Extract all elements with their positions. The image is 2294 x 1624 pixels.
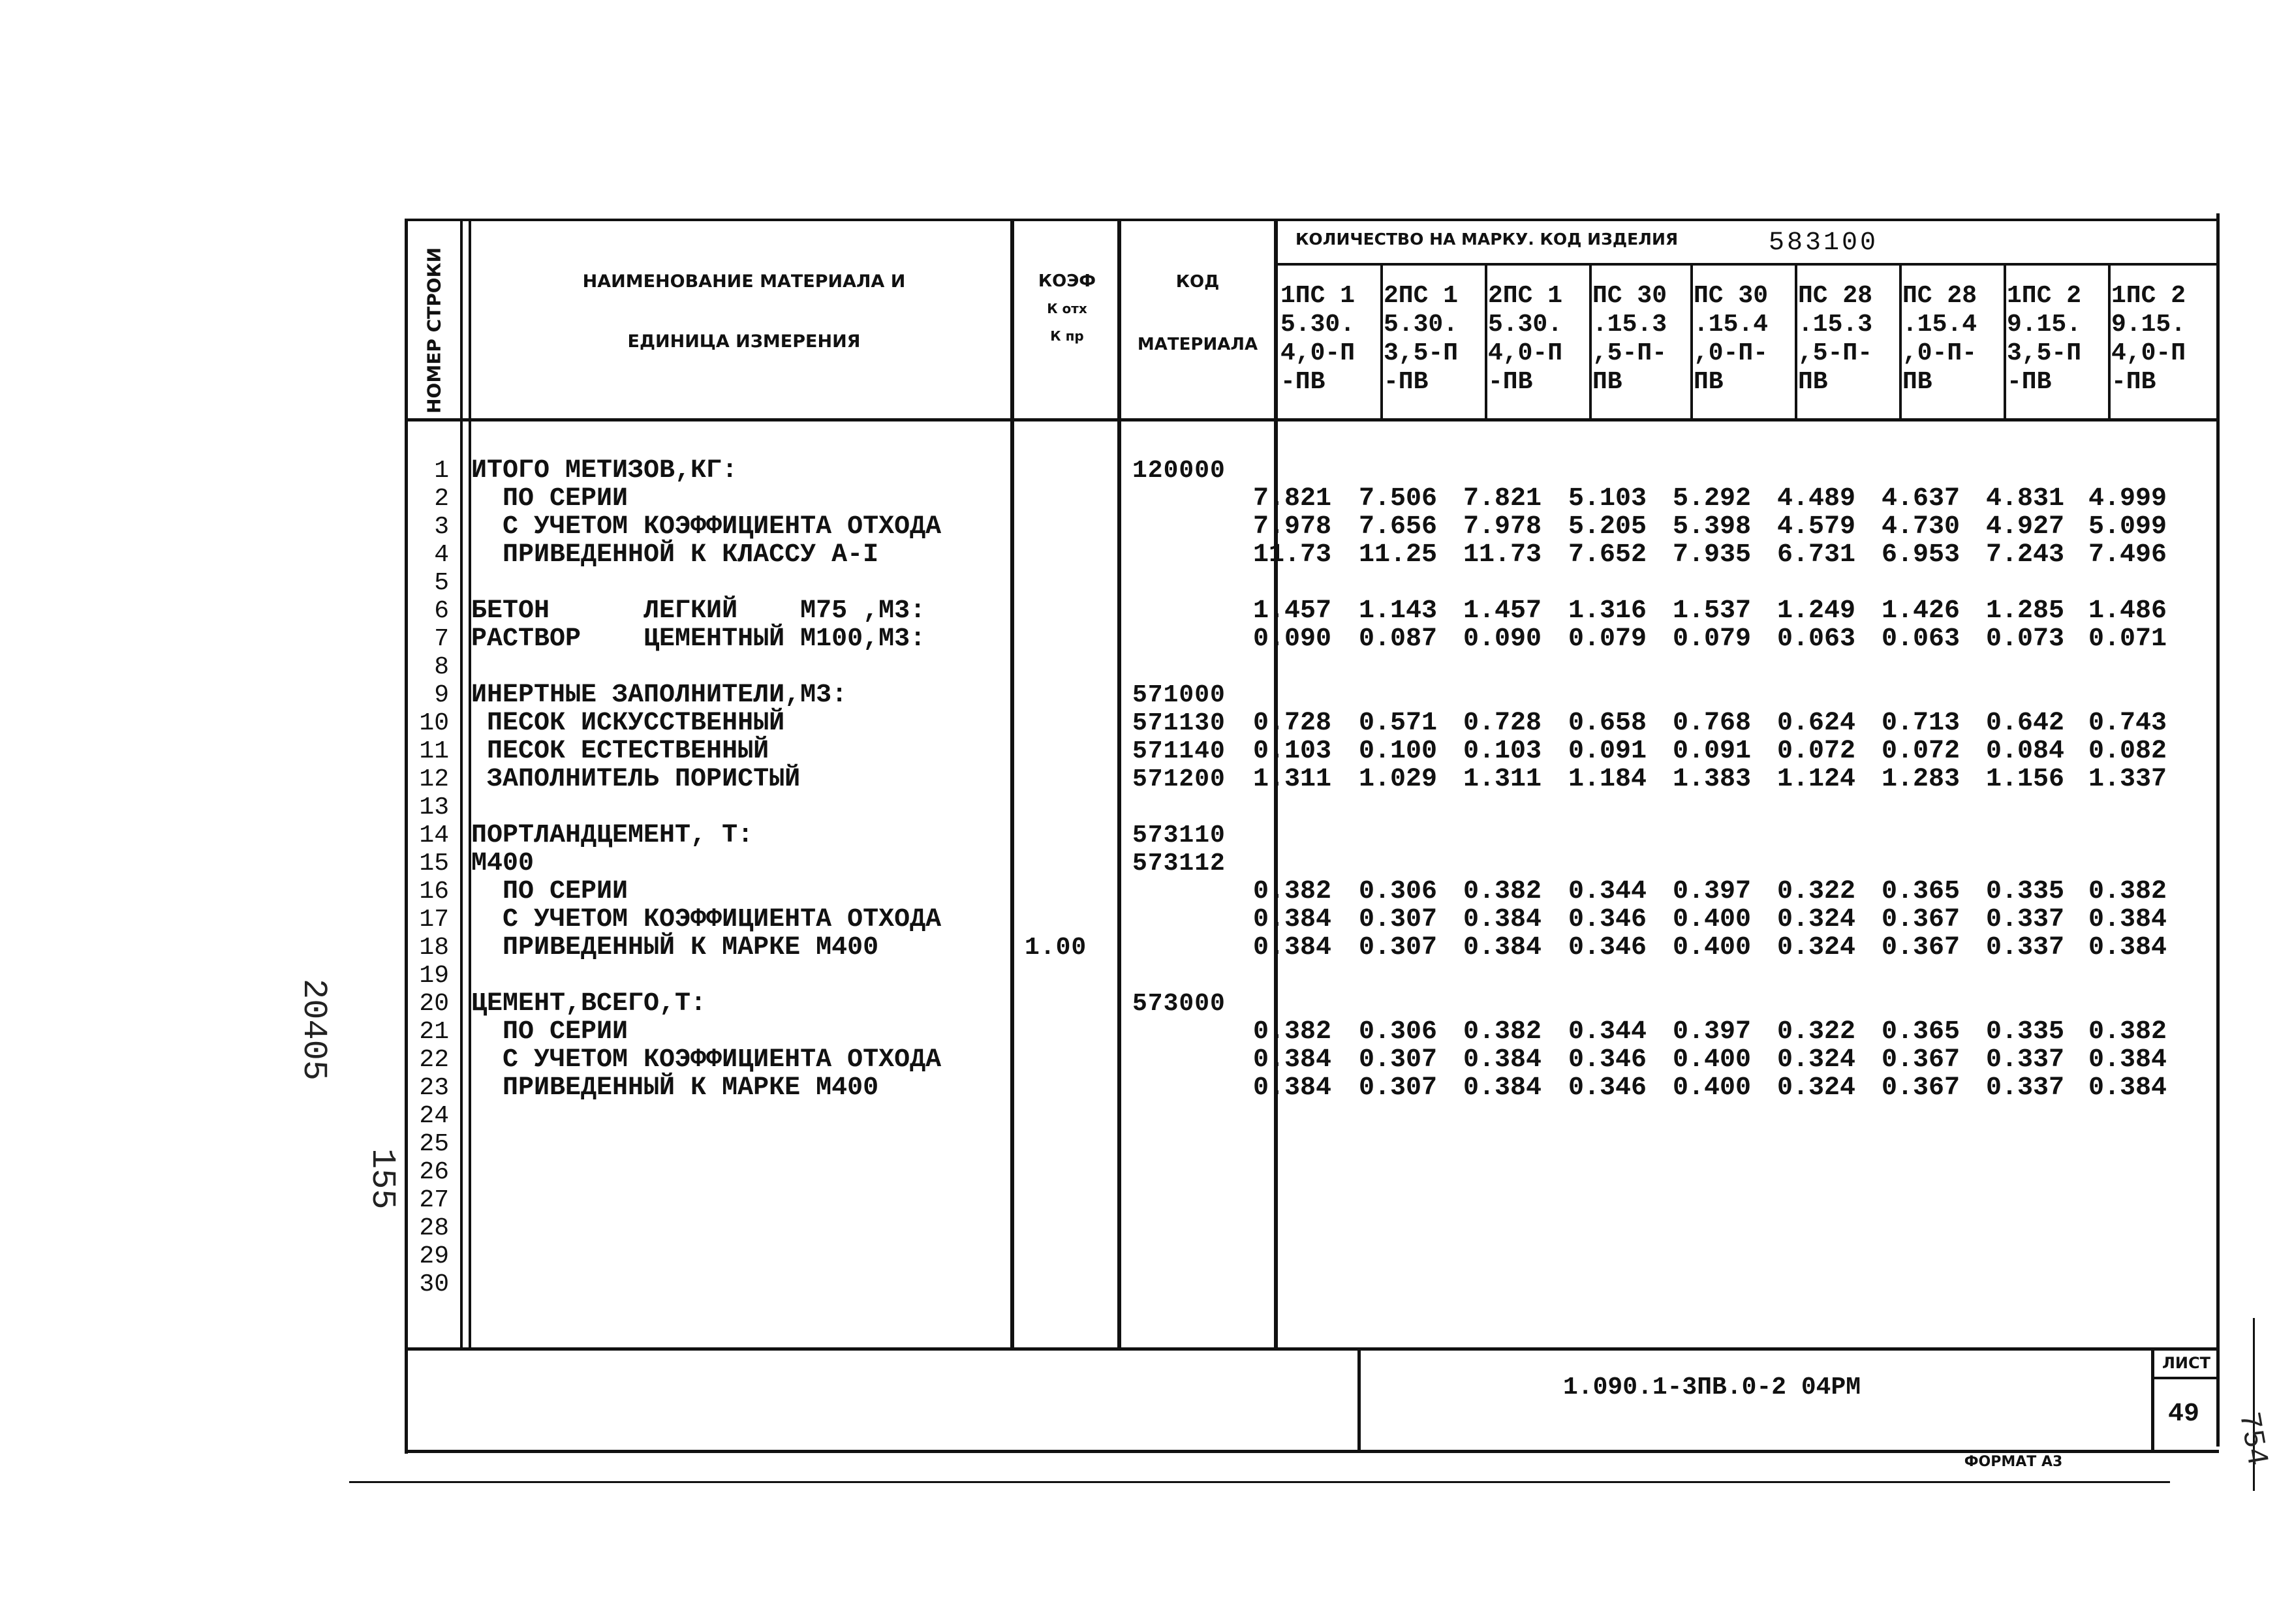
product-col-sep-5 [1795,263,1797,418]
row-number: 12 [419,765,449,793]
quantity-value: 0.624 [1776,709,1855,738]
quantity-value: 0.384 [1463,905,1542,934]
product-column-header [1384,282,1458,397]
quantity-value: 0.307 [1358,905,1437,934]
quantity-value: 0.400 [1672,1045,1751,1075]
frame-bottom-line [405,1450,2219,1453]
material-code: 571200 [1132,765,1226,793]
product-column-header-line: ПС 30 [1694,282,1769,310]
quantity-value: 1.457 [1252,596,1331,626]
quantity-value: 1.311 [1252,765,1331,794]
quantity-value: 1.156 [1985,765,2064,794]
material-name: ПО СЕРИИ [471,877,628,906]
quantity-value: 7.496 [2088,540,2167,570]
material-code: 120000 [1132,457,1226,485]
quantity-value: 0.384 [1252,933,1331,962]
quantity-value: 4.831 [1985,484,2064,513]
quantity-value: 0.400 [1672,1073,1751,1103]
quantity-value: 0.307 [1358,1045,1437,1075]
frame-top-line [405,219,2219,221]
row-number-header: НОМЕР СТРОКИ [423,247,445,414]
quantity-value: 0.344 [1568,1017,1647,1047]
product-column-header [1592,282,1667,397]
margin-note-right: 754 [2231,1409,2274,1469]
product-column-header-line: 3,5-П [1384,339,1459,367]
quantity-value: 0.324 [1776,1045,1855,1075]
quantity-value: 1.537 [1672,596,1751,626]
product-column-header [1694,282,1768,397]
row-number: 27 [419,1186,449,1214]
quantity-value: 7.656 [1358,512,1437,542]
product-column-header-line: ПВ [1798,368,1828,396]
product-column-header-line: -ПВ [1488,368,1533,396]
quantity-value: 0.382 [1252,877,1331,906]
material-name: ИТОГО МЕТИЗОВ,КГ: [471,456,738,485]
quantity-value: 0.743 [2088,709,2167,738]
material-name: РАСТВОР ЦЕМЕНТНЫЙ М100,М3: [471,624,926,654]
quantity-value: 1.285 [1985,596,2064,626]
material-name: ПЕСОК ИСКУССТВЕННЫЙ [471,709,785,738]
quantity-value: 0.713 [1881,709,1960,738]
quantity-value: 5.099 [2088,512,2167,542]
quantity-value: 0.103 [1252,737,1331,766]
product-col-sep-4 [1690,263,1693,418]
quantity-value: 0.728 [1252,709,1331,738]
product-column-header-line: 5.30. [1488,311,1563,339]
footer-sheet-line [2151,1377,2219,1379]
row-number: 24 [419,1102,449,1130]
row-number: 21 [419,1018,449,1046]
product-column-header-line: 5.30. [1384,311,1459,339]
row-number: 20 [419,990,449,1018]
quantity-value: 0.400 [1672,933,1751,962]
material-name-header: НАИМЕНОВАНИЕ МАТЕРИАЛА И ЕДИНИЦА ИЗМЕРЕНИЯ [582,271,906,352]
quantity-value: 6.953 [1881,540,1960,570]
quantity-value: 0.365 [1881,877,1960,906]
quantity-value: 0.346 [1568,905,1647,934]
quantity-value: 0.367 [1881,1073,1960,1103]
quantity-value: 0.367 [1881,1045,1960,1075]
header-bottom-line [405,418,2219,421]
row-number: 28 [419,1214,449,1242]
document-code: 1.090.1-3ПВ.0-2 04РМ [1563,1373,1861,1402]
product-column-header-line: ,5-П- [1592,339,1667,367]
coefficient-value: 1.00 [1025,934,1087,962]
product-column-header-line: 9.15. [2007,311,2082,339]
row-number: 6 [434,597,449,625]
quantity-value: 0.346 [1568,933,1647,962]
material-name: ПОРТЛАНДЦЕМЕНТ, Т: [471,821,754,850]
col-sep-coef [1117,219,1121,1347]
quantity-value: 0.307 [1358,1073,1437,1103]
product-column-header-line: .15.3 [1592,311,1667,339]
quantity-value: 0.063 [1776,624,1855,654]
product-column-header-line: 9.15. [2111,311,2186,339]
row-number: 8 [434,653,449,681]
quantity-value: 0.337 [1985,905,2064,934]
product-column-header [1280,282,1355,397]
row-number: 30 [419,1270,449,1298]
material-name: М400 [471,849,535,878]
quantity-value: 0.346 [1568,1073,1647,1103]
col-sep-name [1010,219,1014,1347]
quantity-value: 4.579 [1776,512,1855,542]
quantity-value: 0.335 [1985,877,2064,906]
margin-note-page: 155 [363,1148,401,1210]
material-code-header: КОД МАТЕРИАЛА [1137,272,1258,354]
material-code: 573112 [1132,850,1226,878]
row-number: 19 [419,962,449,990]
quantity-value: 1.316 [1568,596,1647,626]
quantity-value: 0.384 [1463,1073,1542,1103]
row-number: 2 [434,485,449,513]
quantity-value: 0.084 [1985,737,2064,766]
product-column-header-line: -ПВ [1280,368,1325,396]
material-name: БЕТОН ЛЕГКИЙ М75 ,М3: [471,596,926,626]
quantity-value: 0.384 [2088,905,2167,934]
quantity-value: 0.307 [1358,933,1437,962]
quantity-value: 0.103 [1463,737,1542,766]
row-number: 13 [419,793,449,821]
row-number: 9 [434,681,449,709]
quantity-value: 0.642 [1985,709,2064,738]
quantity-value: 1.249 [1776,596,1855,626]
material-name: ЦЕМЕНТ,ВСЕГО,Т: [471,989,707,1019]
quantity-value: 1.383 [1672,765,1751,794]
quantity-value: 0.090 [1463,624,1542,654]
quantity-value: 1.311 [1463,765,1542,794]
product-column-header-line: -ПВ [1384,368,1429,396]
product-col-sep-2 [1485,263,1487,418]
quantity-value: 0.335 [1985,1017,2064,1047]
quantity-value: 7.506 [1358,484,1437,513]
quantity-value: 0.100 [1358,737,1437,766]
quantity-value: 0.337 [1985,1073,2064,1103]
qty-subheader-line [1274,263,2218,266]
quantity-value: 1.457 [1463,596,1542,626]
quantity-value: 1.029 [1358,765,1437,794]
row-number: 11 [419,737,449,765]
sheet-number: 49 [2168,1400,2200,1429]
material-name: ЗАПОЛНИТЕЛЬ ПОРИСТЫЙ [471,765,801,794]
quantity-value: 0.571 [1358,709,1437,738]
quantity-value: 0.337 [1985,1045,2064,1075]
product-column-header [1902,282,1977,397]
quantity-value: 0.658 [1568,709,1647,738]
row-number: 23 [419,1074,449,1102]
format-label: ФОРМАТ А3 [1964,1454,2063,1470]
quantity-value: 0.728 [1463,709,1542,738]
product-column-header-line: -ПВ [2007,368,2052,396]
product-column-header-line: ПВ [1592,368,1622,396]
quantity-value: 0.337 [1985,933,2064,962]
quantity-value: 7.935 [1672,540,1751,570]
quantity-value: 4.927 [1985,512,2064,542]
quantity-value: 0.324 [1776,933,1855,962]
product-column-header-line: ПС 28 [1798,282,1873,310]
row-number: 15 [419,850,449,878]
product-column-header-line: .15.3 [1798,311,1873,339]
product-col-sep-3 [1589,263,1592,418]
quantity-value: 7.978 [1252,512,1331,542]
quantity-value: 0.384 [2088,1045,2167,1075]
product-column-header-line: 1ПС 2 [2111,282,2186,310]
product-column-header-line: 3,5-П [2007,339,2082,367]
product-column-header-line: 1ПС 1 [1280,282,1356,310]
quantity-value: 11.73 [1463,540,1542,570]
quantity-value: 7.821 [1252,484,1331,513]
product-column-header-line: 2ПС 1 [1384,282,1459,310]
quantity-value: 0.384 [1252,1073,1331,1103]
quantity-value: 0.073 [1985,624,2064,654]
product-column-header-line: -ПВ [2111,368,2156,396]
product-code: 583100 [1769,228,1879,258]
material-name: ПРИВЕДЕННЫЙ К МАРКЕ М400 [471,1073,879,1103]
quantity-value: 0.365 [1881,1017,1960,1047]
quantity-value: 11.73 [1252,540,1331,570]
quantity-value: 6.731 [1776,540,1855,570]
quantity-value: 4.489 [1776,484,1855,513]
product-column-header-line: 4,0-П [2111,339,2186,367]
quantity-value: 0.324 [1776,1073,1855,1103]
material-name: ПО СЕРИИ [471,484,628,513]
product-column-header-line: 4,0-П [1488,339,1563,367]
sheet-label: ЛИСТ [2162,1354,2210,1372]
product-column-header-line: ПВ [1694,368,1724,396]
quantity-value: 0.346 [1568,1045,1647,1075]
page-baseline [349,1481,2170,1483]
product-column-header [2111,282,2186,397]
product-column-header-line: .15.4 [1694,311,1769,339]
quantity-value: 0.079 [1672,624,1751,654]
quantity-value: 5.103 [1568,484,1647,513]
quantity-value: 0.090 [1252,624,1331,654]
product-column-header-line: ПС 28 [1902,282,1977,310]
quantity-value: 1.337 [2088,765,2167,794]
quantity-value: 0.091 [1568,737,1647,766]
product-column-header-line: 4,0-П [1280,339,1356,367]
quantity-value: 0.768 [1672,709,1751,738]
material-code: 573110 [1132,821,1226,850]
quantity-value: 0.306 [1358,1017,1437,1047]
quantity-value: 0.072 [1776,737,1855,766]
quantity-value: 7.821 [1463,484,1542,513]
quantity-value: 0.384 [1463,933,1542,962]
quantity-value: 7.978 [1463,512,1542,542]
row-number: 1 [434,457,449,485]
quantity-header: КОЛИЧЕСТВО НА МАРКУ. КОД ИЗДЕЛИЯ [1295,230,1679,249]
material-name: ПРИВЕДЕННЫЙ К МАРКЕ М400 [471,933,879,962]
material-name: ПРИВЕДЕННОЙ К КЛАССУ А-I [471,540,879,570]
material-code: 571140 [1132,737,1226,765]
quantity-value: 1.283 [1881,765,1960,794]
quantity-value: 0.072 [1881,737,1960,766]
quantity-value: 0.322 [1776,1017,1855,1047]
row-number: 10 [419,709,449,737]
quantity-value: 11.25 [1358,540,1437,570]
material-name: ПЕСОК ЕСТЕСТВЕННЫЙ [471,737,769,766]
material-name: С УЧЕТОМ КОЭФФИЦИЕНТА ОТХОДА [471,905,942,934]
quantity-value: 0.071 [2088,624,2167,654]
footer-sep-1 [1357,1347,1361,1452]
product-column-header-line: ПС 30 [1592,282,1667,310]
quantity-value: 4.730 [1881,512,1960,542]
quantity-value: 0.382 [1252,1017,1331,1047]
material-code: 571130 [1132,709,1226,737]
quantity-value: 0.384 [2088,933,2167,962]
quantity-value: 0.382 [1463,877,1542,906]
product-column-header [1488,282,1562,397]
quantity-value: 0.344 [1568,877,1647,906]
quantity-value: 7.652 [1568,540,1647,570]
row-number: 17 [419,906,449,934]
quantity-value: 0.322 [1776,877,1855,906]
product-column-header-line: .15.4 [1902,311,1977,339]
frame-right-line [2216,213,2220,1447]
row-number: 29 [419,1242,449,1270]
row-number: 4 [434,541,449,569]
product-column-header-line: ,0-П- [1902,339,1977,367]
product-col-sep-1 [1380,263,1383,418]
product-column-header-line: 1ПС 2 [2007,282,2082,310]
quantity-value: 5.205 [1568,512,1647,542]
quantity-value: 0.306 [1358,877,1437,906]
row-number: 22 [419,1046,449,1074]
quantity-value: 0.082 [2088,737,2167,766]
material-name: ПО СЕРИИ [471,1017,628,1047]
quantity-value: 0.384 [1252,905,1331,934]
quantity-value: 0.087 [1358,624,1437,654]
product-column-header-line: ,5-П- [1798,339,1873,367]
quantity-value: 0.382 [2088,1017,2167,1047]
quantity-value: 1.426 [1881,596,1960,626]
col-sep-rownum [460,219,463,1347]
quantity-value: 0.367 [1881,905,1960,934]
quantity-value: 0.324 [1776,905,1855,934]
quantity-value: 0.367 [1881,933,1960,962]
quantity-value: 0.397 [1672,877,1751,906]
product-column-header-line: 2ПС 1 [1488,282,1563,310]
quantity-value: 1.143 [1358,596,1437,626]
row-number: 25 [419,1130,449,1158]
quantity-value: 0.382 [2088,877,2167,906]
row-number: 18 [419,934,449,962]
quantity-value: 0.400 [1672,905,1751,934]
material-name: С УЧЕТОМ КОЭФФИЦИЕНТА ОТХОДА [471,1045,942,1075]
material-code: 573000 [1132,990,1226,1018]
quantity-value: 0.384 [2088,1073,2167,1103]
quantity-value: 1.124 [1776,765,1855,794]
quantity-value: 7.243 [1985,540,2064,570]
quantity-value: 0.063 [1881,624,1960,654]
quantity-value: 0.384 [1252,1045,1331,1075]
quantity-value: 0.091 [1672,737,1751,766]
quantity-value: 1.184 [1568,765,1647,794]
product-col-sep-6 [1899,263,1902,418]
product-col-sep-8 [2108,263,2111,418]
quantity-value: 0.397 [1672,1017,1751,1047]
quantity-value: 0.384 [1463,1045,1542,1075]
quantity-value: 4.999 [2088,484,2167,513]
quantity-value: 5.398 [1672,512,1751,542]
material-name: С УЧЕТОМ КОЭФФИЦИЕНТА ОТХОДА [471,512,942,542]
product-column-header-line: 5.30. [1280,311,1356,339]
footer-top-line [405,1347,2219,1351]
margin-note-archive-number: 20405 [294,979,333,1081]
row-number: 7 [434,625,449,653]
row-number: 3 [434,513,449,541]
quantity-value: 5.292 [1672,484,1751,513]
coefficient-header: КОЭФ К отх К пр [1038,271,1096,344]
quantity-value: 0.382 [1463,1017,1542,1047]
row-number: 14 [419,821,449,850]
material-name: ИНЕРТНЫЕ ЗАПОЛНИТЕЛИ,М3: [471,681,848,710]
row-number: 16 [419,878,449,906]
product-column-header-line: ,0-П- [1694,339,1769,367]
quantity-value: 1.486 [2088,596,2167,626]
quantity-value: 0.079 [1568,624,1647,654]
row-number: 5 [434,569,449,597]
product-column-header [2007,282,2081,397]
product-col-sep-7 [2004,263,2006,418]
product-column-header-line: ПВ [1902,368,1932,396]
product-column-header [1798,282,1872,397]
quantity-value: 4.637 [1881,484,1960,513]
row-number: 26 [419,1158,449,1186]
material-code: 571000 [1132,681,1226,709]
